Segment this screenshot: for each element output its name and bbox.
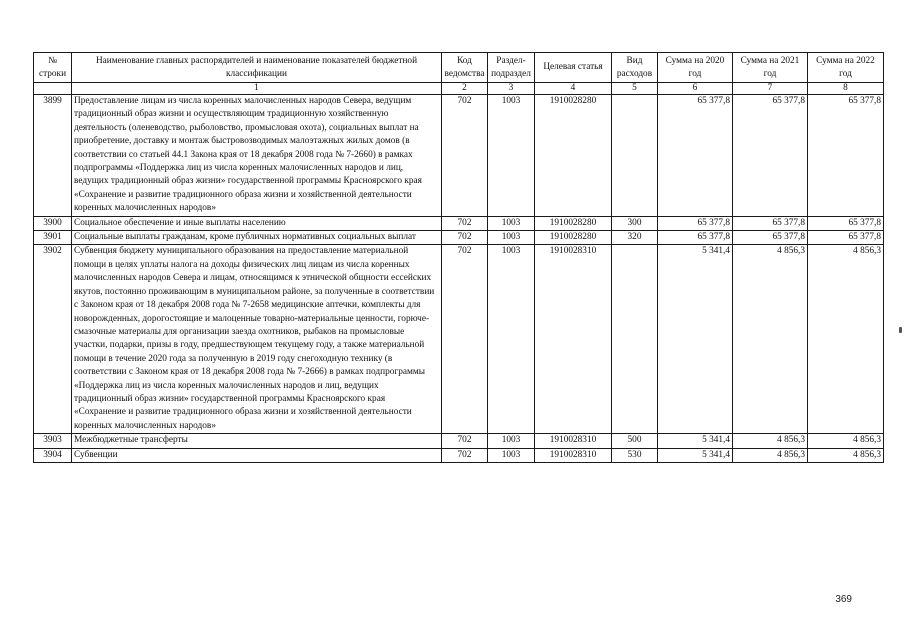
margin-mark [899, 327, 902, 333]
dept-code: 702 [442, 245, 488, 434]
sum-2021: 4 856,3 [733, 448, 808, 462]
table-row [34, 231, 884, 245]
sum-2021: 4 856,3 [733, 245, 808, 434]
section-code: 1003 [488, 216, 535, 230]
dept-code: 702 [442, 95, 488, 217]
header-line-number: № строки [34, 53, 72, 83]
header-name: Наименование главных распорядителей и наименование показателей бюджетной классификации [72, 53, 442, 83]
header-row [34, 53, 884, 83]
sum-2021: 65 377,8 [733, 216, 808, 230]
table-row [34, 448, 884, 462]
sum-2022: 4 856,3 [808, 245, 884, 434]
table-row [34, 216, 884, 230]
sum-2020: 65 377,8 [658, 95, 733, 217]
sum-2022: 4 856,3 [808, 434, 884, 448]
line-number: 3901 [34, 231, 72, 245]
section-code: 1003 [488, 434, 535, 448]
sum-2021: 65 377,8 [733, 231, 808, 245]
expense-kind: 530 [612, 448, 658, 462]
row-name: Социальное обеспечение и иные выплаты населению [72, 216, 442, 230]
line-number: 3903 [34, 434, 72, 448]
row-name: Межбюджетные трансферты [72, 434, 442, 448]
section-code: 1003 [488, 231, 535, 245]
table-row [34, 245, 884, 434]
line-number: 3904 [34, 448, 72, 462]
expense-kind: 300 [612, 216, 658, 230]
sum-2020: 5 341,4 [658, 448, 733, 462]
expense-kind [612, 245, 658, 434]
expense-kind: 320 [612, 231, 658, 245]
section-code: 1003 [488, 448, 535, 462]
sum-2020: 65 377,8 [658, 216, 733, 230]
table-row [34, 434, 884, 448]
sum-2022: 65 377,8 [808, 95, 884, 217]
column-number: 2 [442, 83, 488, 95]
line-number: 3902 [34, 245, 72, 434]
column-number-row [34, 83, 884, 95]
header-sum-2020: Сумма на 2020 год [658, 53, 733, 83]
sum-2020: 5 341,4 [658, 434, 733, 448]
sum-2022: 65 377,8 [808, 231, 884, 245]
target-article: 1910028310 [535, 245, 612, 434]
target-article: 1910028310 [535, 448, 612, 462]
header-dept-code: Код ведомства [442, 53, 488, 83]
column-number: 8 [808, 83, 884, 95]
header-sum-2022: Сумма на 2022 год [808, 53, 884, 83]
column-number: 4 [535, 83, 612, 95]
column-number: 1 [72, 83, 442, 95]
line-number: 3900 [34, 216, 72, 230]
dept-code: 702 [442, 448, 488, 462]
column-number [34, 83, 72, 95]
target-article: 1910028280 [535, 95, 612, 217]
dept-code: 702 [442, 216, 488, 230]
target-article: 1910028310 [535, 434, 612, 448]
column-number: 5 [612, 83, 658, 95]
section-code: 1003 [488, 245, 535, 434]
row-name: Социальные выплаты гражданам, кроме публичных нормативных социальных выплат [72, 231, 442, 245]
budget-table [33, 52, 884, 463]
section-code: 1003 [488, 95, 535, 217]
header-section: Раздел-подраздел [488, 53, 535, 83]
column-number: 3 [488, 83, 535, 95]
dept-code: 702 [442, 434, 488, 448]
row-name: Предоставление лицам из числа коренных малочисленных народов Севера, ведущим традиционный образ жизни и осуществляющим традиционную хозяйственную деятельность (оленеводство, рыболовство, промысловая охота), социальных выплат на приобретение, доставку и монтаж быстровозводимых малоэтажных жилых домов (в соответствии со статьей 44.1 Закона края от 18 декабря 2008 года № 7-2660) в рамках подпрограммы «Поддержка лиц из числа коренных малочисленных народов и лиц, ведущих традиционный образ жизни» государственной программы Красноярского края «Сохранение и развитие традиционного образа жизни и хозяйственной деятельности коренных малочисленных народов» [72, 95, 442, 217]
table-row [34, 95, 884, 217]
target-article: 1910028280 [535, 231, 612, 245]
page-number: 369 [835, 594, 852, 605]
sum-2021: 4 856,3 [733, 434, 808, 448]
sum-2022: 4 856,3 [808, 448, 884, 462]
row-name: Субвенция бюджету муниципального образования на предоставление материальной помощи в целях уплаты налога на доходы физических лиц лицам из числа коренных малочисленных народов Севера и лицам, относящимся к этнической общности ессейских якутов, постоянно проживающим в муниципальном районе, за полученные в соответствии с Законом края от 18 декабря 2008 года № 7-2658 медицинские аптечки, комплекты для новорожденных, дорогостоящие и малоценные товарно-материальные ценности, горюче-смазочные материалы для организации заезда охотников, рыбаков на промысловые участки, подарки, призы в году, предшествующем текущему году, а также материальной помощи в течение 2020 года за полученную в 2019 году снегоходную технику (в соответствии с Законом края от 18 декабря 2008 года № 7-2666) в рамках подпрограммы «Поддержка лиц из числа коренных малочисленных народов и лиц, ведущих традиционный образ жизни» государственной программы Красноярского края «Сохранение и развитие традиционного образа жизни и хозяйственной деятельности коренных малочисленных народов» [72, 245, 442, 434]
sum-2021: 65 377,8 [733, 95, 808, 217]
column-number: 7 [733, 83, 808, 95]
header-expense-kind: Вид расходов [612, 53, 658, 83]
target-article: 1910028280 [535, 216, 612, 230]
dept-code: 702 [442, 231, 488, 245]
row-name: Субвенции [72, 448, 442, 462]
sum-2020: 65 377,8 [658, 231, 733, 245]
expense-kind [612, 95, 658, 217]
header-target-article: Целевая статья [535, 53, 612, 83]
column-number: 6 [658, 83, 733, 95]
sum-2022: 65 377,8 [808, 216, 884, 230]
header-sum-2021: Сумма на 2021 год [733, 53, 808, 83]
sum-2020: 5 341,4 [658, 245, 733, 434]
expense-kind: 500 [612, 434, 658, 448]
line-number: 3899 [34, 95, 72, 217]
